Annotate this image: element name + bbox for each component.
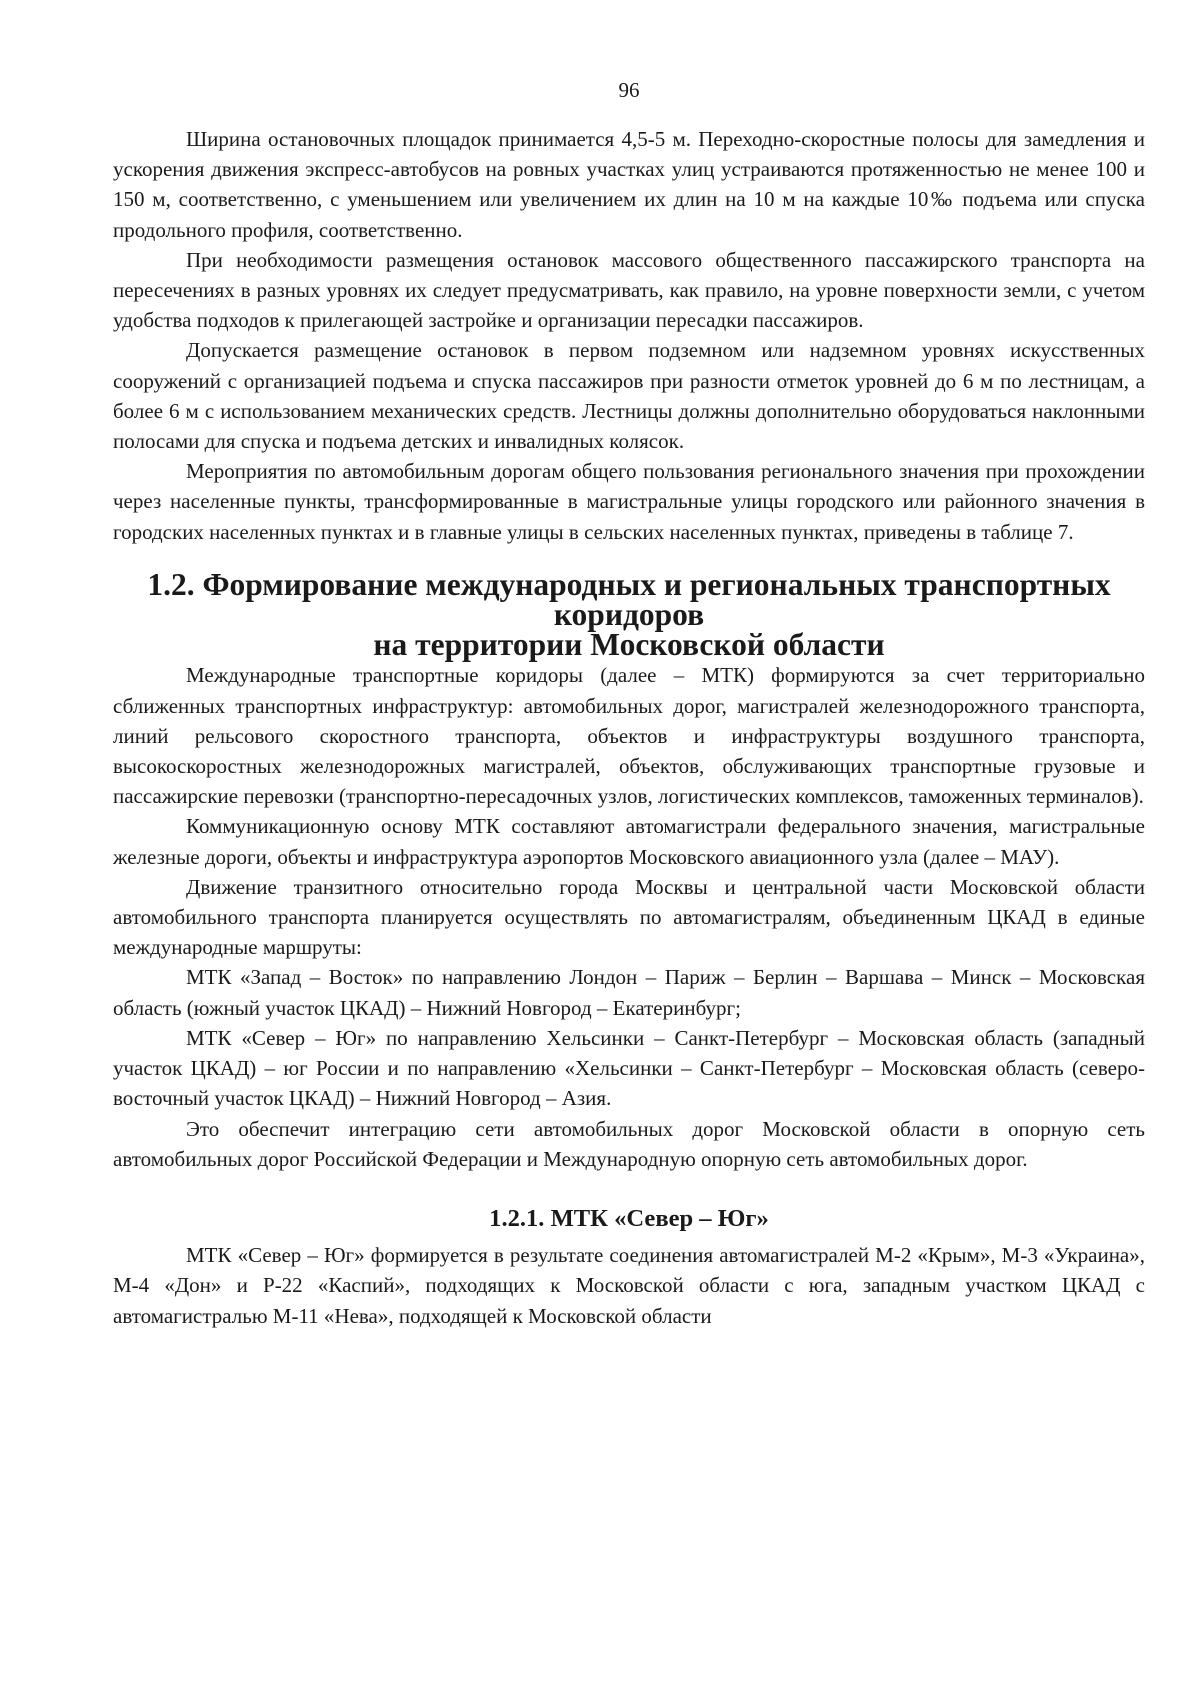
paragraph-regional-roads-measures: Мероприятия по автомобильным дорогам общего пользования регионального значения при прохождении через населенные пункты, трансформированные в магистральные улицы городского или районного значения в городских населенных пунктах и в главные улицы в сельских населенных пунктах, приведены в таблице 7.: [113, 459, 1145, 544]
subsection-heading: 1.2.1. МТК «Север – Юг»: [489, 1204, 769, 1232]
page-number: 96: [618, 78, 640, 102]
section-heading: [113, 566, 1145, 663]
paragraph-north-south-formation: МТК «Север – Юг» формируется в результате соединения автомагистралей М-2 «Крым», М-3 «Украина», М-4 «Дон» и Р-22 «Каспий», подходящих к Московской области с юга, западным участком ЦКАД с автомагистралью М-11 «Нева», подходящей к Московской области: [113, 1243, 1145, 1328]
paragraph-mtk-north-south: МТК «Север – Юг» по направлению Хельсинки – Санкт-Петербург – Московская область (западный участок ЦКАД) – юг России и по направлению «Хельсинки – Санкт-Петербург – Московская область (северо-восточный участок ЦКАД) – Нижний Новгород – Азия.: [113, 1025, 1145, 1111]
paragraph-stops-at-interchanges: При необходимости размещения остановок массового общественного пассажирского транспорта на пересечениях в разных уровнях их следует предусматривать, как правило, на уровне поверхности земли, с учетом удобства подходов к прилегающей застройке и организации пересадки пассажиров.: [113, 247, 1145, 333]
document-body: [113, 124, 1145, 1331]
paragraph-stops-in-structures: Допускается размещение остановок в первом подземном или надземном уровнях искусственных сооружений с организацией подъема и спуска пассажиров при разности отметок уровней до 6 м по лестницам, а более 6 м с использованием механических средств. Лестницы должны дополнительно оборудоваться наклонными полосами для спуска и подъема детских и инвалидных колясок.: [113, 338, 1145, 454]
section-heading-line-1: 1.2. Формирование международных и региональных транспортных коридоров: [147, 566, 1111, 633]
paragraph-mtk-basis: Коммуникационную основу МТК составляют автомагистрали федерального значения, магистральные железные дороги, объекты и инфраструктура аэропортов Московского авиационного узла (далее – МАУ).: [113, 814, 1145, 869]
paragraph-mtk-west-east: МТК «Запад – Восток» по направлению Лондон – Париж – Берлин – Варшава – Минск – Московская область (южный участок ЦКАД) – Нижний Новгород – Екатеринбург;: [113, 965, 1145, 1020]
section-heading-line-2: на территории Московской области: [373, 627, 885, 663]
paragraph-integration: Это обеспечит интеграцию сети автомобильных дорог Московской области в опорную сеть автомобильных дорог Российской Федерации и Международную опорную сеть автомобильных дорог.: [113, 1116, 1145, 1171]
paragraph-stop-platform-width: Ширина остановочных площадок принимается 4,5-5 м. Переходно-скоростные полосы для замедления и ускорения движения экспресс-автобусов на ровных участках улиц устраиваются протяженностью не менее 100 и 150 м, соответственно, с уменьшением или увеличением их длин на 10 м на каждые 10‰ подъема или спуска продольного профиля, соответственно.: [113, 127, 1145, 242]
paragraph-mtk-definition: Международные транспортные коридоры (далее – МТК) формируются за счет территориально сближенных транспортных инфраструктур: автомобильных дорог, магистралей железнодорожного транспорта, линий рельсового скоростного транспорта, объектов и инфраструктуры воздушного транспорта, высокоскоростных железнодорожных магистралей, объектов, обслуживающих транспортные грузовые и пассажирские перевозки (транспортно-пересадочных узлов, логистических комплексов, таможенных терминалов).: [113, 663, 1145, 809]
paragraph-transit-traffic: Движение транзитного относительно города Москвы и центральной части Московской области автомобильного транспорта планируется осуществлять по автомагистралям, объединенным ЦКАД в единые международные маршруты:: [113, 874, 1145, 960]
